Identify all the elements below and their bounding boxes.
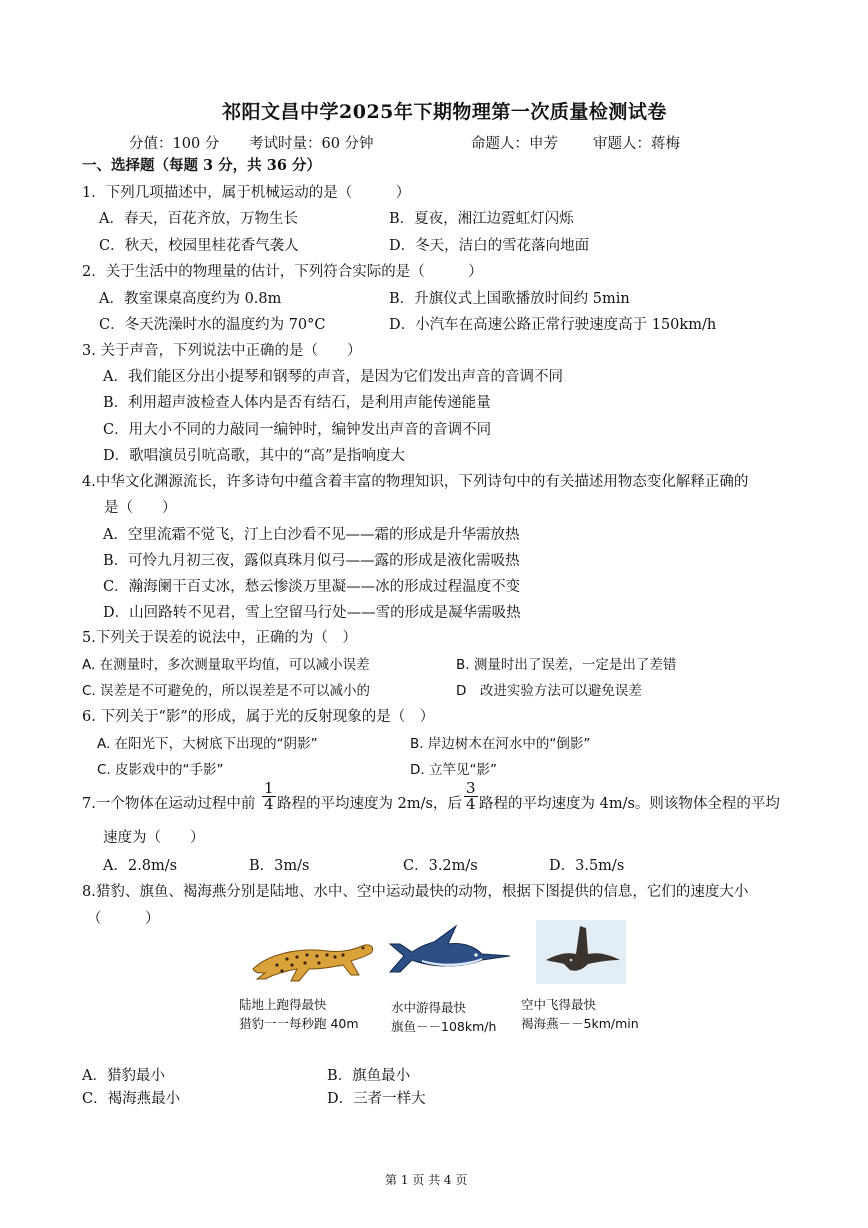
reviewer-info: 审题人：蒋梅: [593, 136, 680, 152]
question-6-stem: 6. 下列关于“影”的形成，属于光的反射现象的是（ ）: [82, 709, 435, 725]
question-1-stem: 1．下列几项描述中，属于机械运动的是（ ）: [82, 185, 411, 201]
time-info: 考试时量：60 分钟: [249, 136, 374, 152]
question-7-option-c: C．3.2m/s: [403, 858, 478, 874]
author-info: 命题人：申芳: [471, 136, 558, 152]
fraction-one-quarter: [262, 781, 276, 812]
question-3-stem: 3. 关于声音，下列说法中正确的是（ ）: [82, 343, 362, 359]
section-heading: 一、选择题（每题 3 分，共 36 分）: [82, 157, 321, 174]
question-1-option-b: B．夏夜，湘江边霓虹灯闪烁: [389, 211, 574, 227]
question-2-option-b: B．升旗仪式上国歌播放时间约 5min: [389, 291, 630, 307]
question-8-option-d: D．三者一样大: [327, 1091, 426, 1107]
figure-air-title: 空中飞得最快: [521, 997, 597, 1012]
question-3-option-a: A．我们能区分出小提琴和钢琴的声音，是因为它们发出声音的音调不同: [103, 369, 563, 385]
fraction-three-quarters: [464, 781, 478, 812]
fraction-1-numerator: 1: [264, 779, 274, 797]
fraction-1-denominator: 4: [264, 795, 274, 813]
question-8-option-b: B．旗鱼最小: [327, 1068, 411, 1084]
question-5-option-b: B. 测量时出了误差，一定是出了差错: [456, 657, 677, 673]
question-7-stem-part3: 路程的平均速度为 4m/s。则该物体全程的平均: [479, 796, 780, 812]
question-4-stem-cont: 是（ ）: [104, 500, 177, 516]
figure-land-value: 猎豹一一每秒跑 40m: [239, 1016, 359, 1031]
question-5-stem: 5.下列关于误差的说法中，正确的为（ ）: [82, 630, 357, 646]
fraction-2-numerator: 3: [466, 779, 476, 797]
question-2-option-d: D．小汽车在高速公路正常行驶速度高于 150km/h: [389, 317, 717, 333]
question-1-option-c: C．秋天，校园里桂花香气袭人: [99, 238, 299, 254]
cheetah-image: [247, 935, 377, 987]
question-5-option-a: A. 在测量时，多次测量取平均值，可以减小误差: [82, 657, 370, 673]
fraction-2-denominator: 4: [466, 795, 476, 813]
score-info: 分值：100 分: [129, 136, 220, 152]
question-8-stem: 8.猎豹、旗鱼、褐海燕分别是陆地、水中、空中运动最快的动物，根据下图提供的信息，它们的速度大小: [82, 884, 749, 900]
question-8-stem-cont: （ ）: [87, 911, 160, 927]
question-4-option-c: C．瀚海阑干百丈冰，愁云惨淡万里凝——冰的形成过程温度不变: [103, 579, 521, 595]
figure-land-title: 陆地上跑得最快: [239, 997, 327, 1012]
question-2-option-a: A．教室课桌高度约为 0.8m: [99, 291, 282, 307]
question-7-option-b: B．3m/s: [249, 858, 310, 874]
question-7-stem-part1: 7.一个物体在运动过程中前: [82, 796, 256, 812]
question-2-option-c: C．冬天洗澡时水的温度约为 70°C: [99, 317, 326, 333]
figure-water-title: 水中游得最快: [391, 1000, 467, 1015]
question-4-stem: 4.中华文化渊源流长，许多诗句中蕴含着丰富的物理知识，下列诗句中的有关描述用物态变化解释正确的: [82, 474, 749, 490]
question-4-option-d: D．山回路转不见君，雪上空留马行处——雪的形成是凝华需吸热: [103, 605, 521, 621]
question-8-option-a: A．猎豹最小: [82, 1068, 165, 1084]
figure-air-value: 褐海燕－－5km/min: [521, 1016, 639, 1031]
question-7-option-d: D．3.5m/s: [549, 858, 625, 874]
sailfish-image: [382, 922, 512, 984]
question-7-stem-part2: 路程的平均速度为 2m/s，后: [277, 796, 462, 812]
question-5-option-d: D 改进实验方法可以避免误差: [456, 683, 642, 699]
question-7-option-a: A．2.8m/s: [103, 858, 178, 874]
question-8-option-c: C．褐海燕最小: [82, 1091, 181, 1107]
question-5-option-c: C. 误差是不可避免的，所以误差是不可以减小的: [82, 683, 371, 699]
question-6-option-c: C. 皮影戏中的“手影”: [97, 762, 224, 778]
question-6-option-b: B. 岸边树木在河水中的“倒影”: [410, 736, 591, 752]
question-1-option-a: A．春天，百花齐放，万物生长: [99, 211, 298, 227]
question-4-option-b: B．可怜九月初三夜，露似真珠月似弓——露的形成是液化需吸热: [103, 553, 520, 569]
question-4-option-a: A．空里流霜不觉飞，汀上白沙看不见——霜的形成是升华需放热: [103, 527, 520, 543]
question-3-option-d: D．歌唱演员引吭高歌，其中的“高”是指响度大: [103, 448, 405, 464]
figure-water-value: 旗鱼－－108km/h: [391, 1019, 497, 1034]
petrel-image: [536, 920, 626, 984]
page-title: 祁阳文昌中学2025年下期物理第一次质量检测试卷: [222, 101, 667, 123]
question-6-option-d: D. 立竿见“影”: [410, 762, 497, 778]
question-3-option-b: B．利用超声波检查人体内是否有结石，是利用声能传递能量: [103, 395, 491, 411]
question-3-option-c: C．用大小不同的力敲同一编钟时，编钟发出声音的音调不同: [103, 422, 492, 438]
page-number: 第 1 页 共 4 页: [385, 1173, 468, 1187]
question-1-option-d: D．冬天，洁白的雪花落向地面: [389, 238, 590, 254]
question-6-option-a: A. 在阳光下，大树底下出现的“阴影”: [97, 736, 318, 752]
question-7-stem-cont: 速度为（ ）: [103, 830, 205, 846]
question-2-stem: 2．关于生活中的物理量的估计，下列符合实际的是（ ）: [82, 264, 483, 280]
